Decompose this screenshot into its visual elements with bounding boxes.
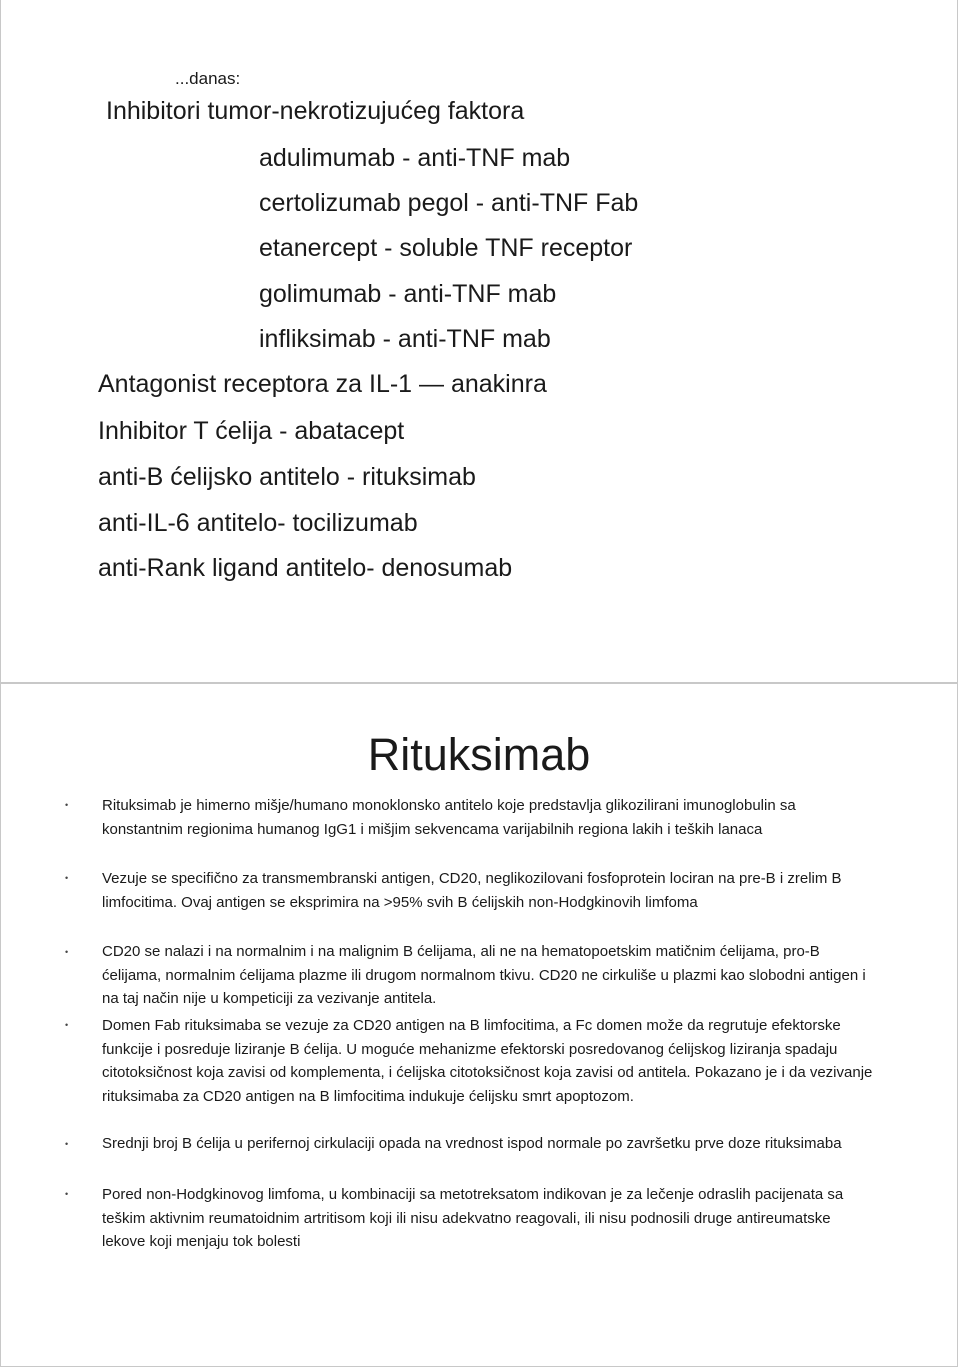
drug-item: etanercept - soluble TNF receptor xyxy=(259,234,633,262)
drug-class-bcell: anti-B ćelijsko antitelo - rituksimab xyxy=(98,463,476,491)
bullet-text: Domen Fab rituksimaba se vezuje za CD20 antigen na B limfocitima, a Fc domen može da regrutuje efektorske funkcije i posreduje liziranje B ćelija. U moguće mehanizme efektorski posredovanog ćelijskog liziranja spadaju citotoksičnost koja zavisi od komplementa, i ćelijska citotoksičnost koja zavisi od antitela. Pokazano je i da vezivanje rituksimaba za CD20 antigen na B limfocitima indukuje ćelijsku smrt apoptozom. xyxy=(102,1017,873,1105)
bullet-text: Srednji broj B ćelija u perifernoj cirkulaciji opada na vrednost ispod normale po završetku prve doze rituksimaba xyxy=(102,1135,842,1152)
drug-class-il6: anti-IL-6 antitelo- tocilizumab xyxy=(98,509,418,537)
bullet-marker: • xyxy=(65,947,69,957)
slide-danas xyxy=(0,0,958,683)
bullet-marker: • xyxy=(65,1189,69,1199)
drug-class-il1: Antagonist receptora za IL-1 — anakinra xyxy=(98,370,547,398)
bullet-text: CD20 se nalazi i na normalnim i na malignim B ćelijama, ali ne na hematopoetskim matičnim ćelijama, pro-B ćelijama, normalnim ćelijama plazme ili drugom normalnom tkivu. CD20 ne cirkuliše u plazmi kao slobodni antigen i na taj način nije u kompeticiji za vezivanje antitela. xyxy=(102,943,866,1007)
bullet-marker: • xyxy=(65,800,69,810)
drug-class-tcell: Inhibitor T ćelija - abatacept xyxy=(98,417,405,445)
drug-item: adulimumab - anti-TNF mab xyxy=(259,144,571,172)
drug-item: golimumab - anti-TNF mab xyxy=(259,280,557,308)
bullet-marker: • xyxy=(65,1139,69,1149)
bullet-marker: • xyxy=(65,873,69,883)
bullet-text: Pored non-Hodgkinovog limfoma, u kombinaciji sa metotreksatom indikovan je za lečenje odraslih pacijenata sa teškim aktivnim reumatoidnim artritisom koji ili nisu adekvatno reagovali, ili nisu podnosili druge antireumatske lekove koji menjaju tok bolesti xyxy=(102,1186,844,1250)
drug-item: infliksimab - anti-TNF mab xyxy=(259,325,551,353)
slide-rituksimab xyxy=(0,683,958,1367)
bullet-marker: • xyxy=(65,1020,69,1030)
slide-heading: ...danas: xyxy=(175,69,241,88)
drug-item: certolizumab pegol - anti-TNF Fab xyxy=(259,189,639,217)
bullet-text: Rituksimab je himerno mišje/humano monoklonsko antitelo koje predstavlja glikozilirani imunoglobulin sa konstantnim regionima humanog IgG1 i mišjim sekvencama varijabilnih regiona lakih i teških lanaca xyxy=(102,797,796,838)
slide-title: Rituksimab xyxy=(367,729,591,780)
drug-class-rank: anti-Rank ligand antitelo- denosumab xyxy=(98,554,513,582)
drug-class-tnf: Inhibitori tumor-nekrotizujućeg faktora xyxy=(106,97,525,125)
bullet-text: Vezuje se specifično za transmembranski antigen, CD20, neglikozilovani fosfoprotein lociran na pre-B i zrelim B limfocitima. Ovaj antigen se eksprimira na >95% svih B ćelijskih non-Hodgkinovih limfoma xyxy=(102,870,842,911)
